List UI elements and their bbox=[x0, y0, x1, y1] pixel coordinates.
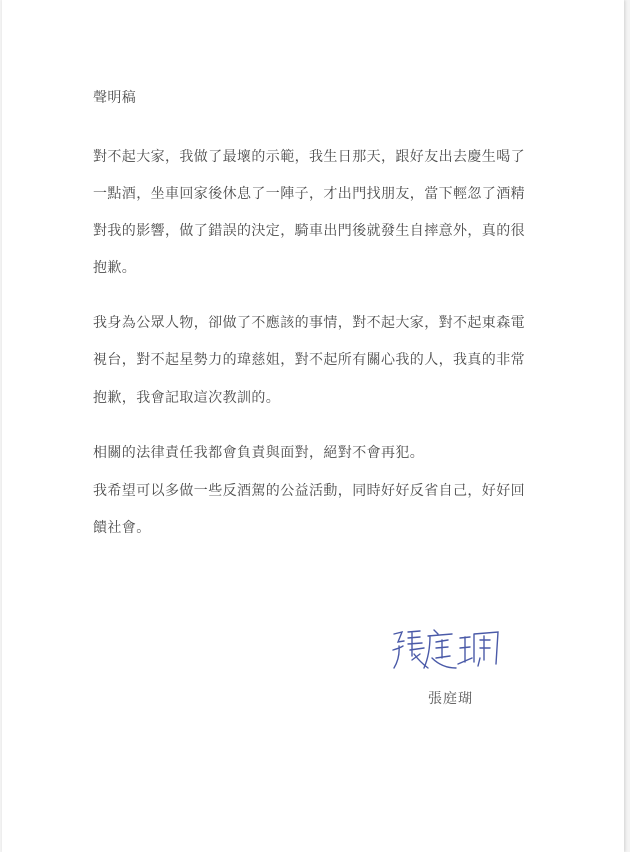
paragraph-1-line-1: 對不起大家，我做了最壞的示範，我生日那天，跟好友出去慶生喝了 bbox=[93, 149, 525, 165]
paragraph-1-line-3: 對我的影響，做了錯誤的決定，騎車出門後就發生自摔意外，真的很 bbox=[93, 223, 525, 239]
paragraph-2-line-3: 抱歉，我會記取這次教訓的。 bbox=[93, 390, 281, 406]
statement-page bbox=[2, 0, 624, 852]
paragraph-3-line-1: 相關的法律責任我都會負責與面對，絕對不會再犯。 bbox=[93, 445, 425, 461]
document-title: 聲明稿 bbox=[93, 90, 137, 106]
paragraph-1-line-4: 抱歉。 bbox=[93, 260, 137, 276]
handwritten-signature bbox=[390, 628, 502, 672]
paragraph-4-line-2: 饋社會。 bbox=[93, 520, 151, 536]
paragraph-1-line-2: 一點酒，坐車回家後休息了一陣子，才出門找朋友，當下輕忽了酒精 bbox=[93, 186, 525, 202]
paragraph-4-line-1: 我希望可以多做一些反酒駕的公益活動，同時好好反省自己，好好回 bbox=[93, 483, 525, 499]
paragraph-2-line-2: 視台，對不起星勢力的瑋慈姐，對不起所有關心我的人，我真的非常 bbox=[93, 352, 525, 368]
paragraph-2-line-1: 我身為公眾人物，卻做了不應該的事情，對不起大家，對不起東森電 bbox=[93, 315, 525, 331]
signer-name: 張庭瑚 bbox=[428, 691, 473, 707]
